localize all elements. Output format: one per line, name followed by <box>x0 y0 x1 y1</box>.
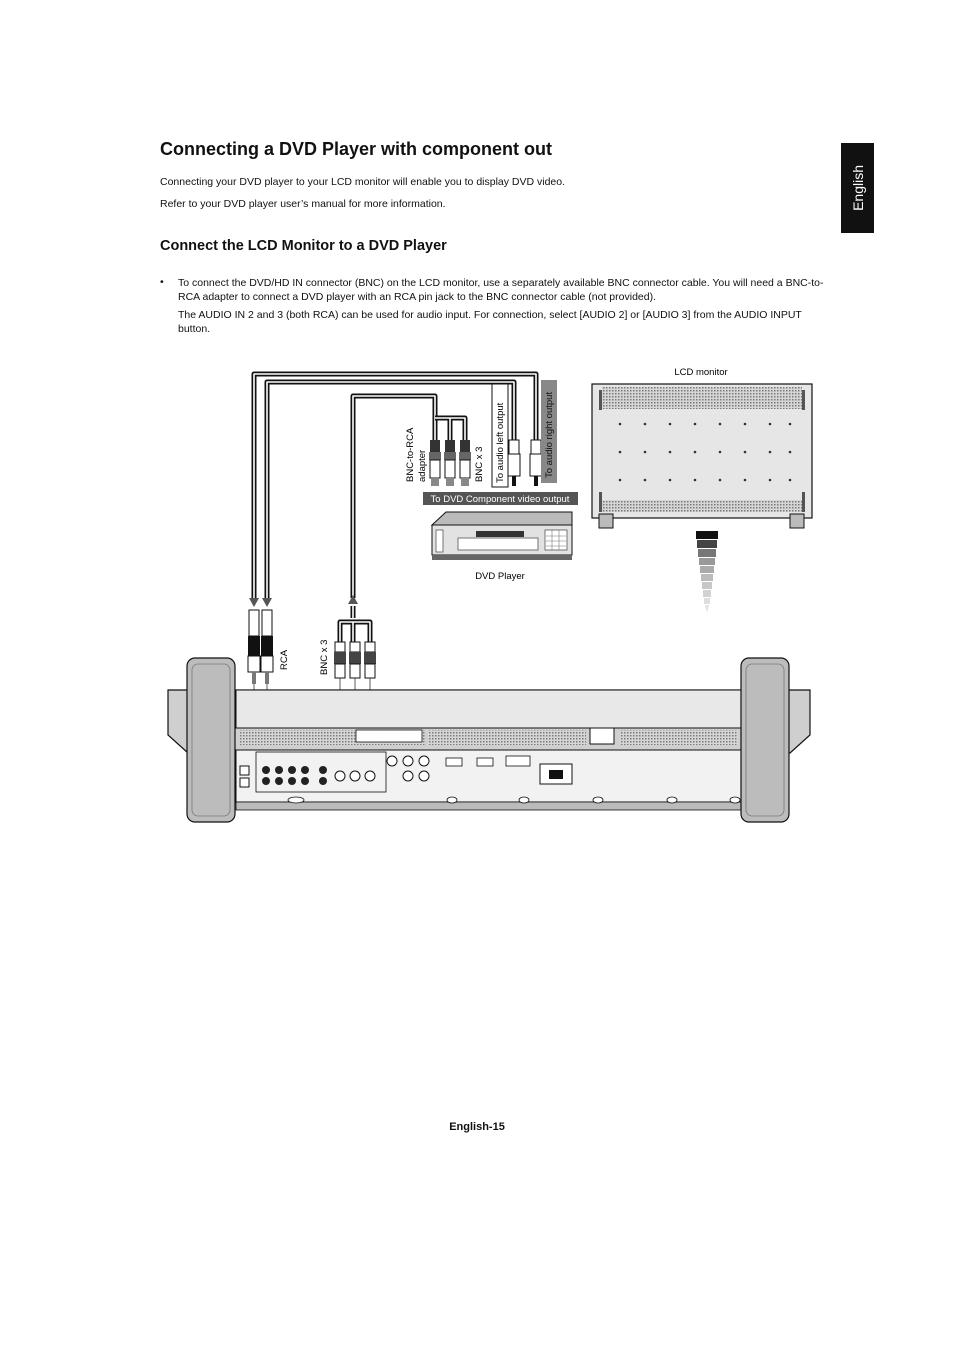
intro-paragraph-2: Refer to your DVD player user’s manual for more information. <box>160 198 446 210</box>
dvd-player-illustration <box>432 512 572 560</box>
lcd-terminal-panel-illustration <box>168 658 810 822</box>
rca-label: RCA <box>279 649 290 670</box>
section-heading: Connect the LCD Monitor to a DVD Player <box>160 238 447 254</box>
bnc-to-rca-adapters <box>429 440 471 486</box>
bullet-marker: • <box>160 276 164 288</box>
adapter-label-2: adapter <box>417 449 428 482</box>
zoom-indicator <box>696 531 718 613</box>
arrow-up-icon <box>348 595 358 604</box>
lcd-monitor-label: LCD monitor <box>674 367 728 378</box>
page-title: Connecting a DVD Player with component out <box>160 139 553 159</box>
arrow-down-icon <box>249 598 259 607</box>
audio-cable-right <box>267 382 514 600</box>
arrow-down-icon <box>262 598 272 607</box>
rca-plugs-bottom <box>248 610 273 684</box>
bullet-text-1: To connect the DVD/HD IN connector (BNC) on the LCD monitor, use a separately available BNC connector cable. You will need a BNC-to-RCA adapter to connect a DVD player with an RCA pin jack to the BNC connector cable (not provided). <box>178 277 824 303</box>
intro-paragraph-1: Connecting your DVD player to your LCD monitor will enable you to display DVD video. <box>160 176 566 188</box>
component-output-label: To DVD Component video output <box>430 494 570 505</box>
page-footer: English-15 <box>449 1121 505 1133</box>
audio-left-label: To audio left output <box>495 402 506 483</box>
bnc-plug-heads <box>334 642 376 678</box>
lcd-monitor-illustration <box>592 384 812 528</box>
dvd-player-label: DVD Player <box>475 571 525 582</box>
audio-right-label: To audio right output <box>544 391 555 478</box>
bnc-top-label: BNC x 3 <box>474 446 485 482</box>
bnc-bottom-label: BNC x 3 <box>319 639 330 675</box>
adapter-label-1: BNC-to-RCA <box>405 427 416 482</box>
audio-rca-plugs-top <box>508 440 542 486</box>
bullet-text-2: The AUDIO IN 2 and 3 (both RCA) can be used for audio input. For connection, select [AUDIO 2] or [AUDIO 3] from the AUDIO INPUT button. <box>178 309 802 335</box>
bnc-plugs-bottom <box>340 606 370 642</box>
language-tab-label: English <box>849 165 866 211</box>
